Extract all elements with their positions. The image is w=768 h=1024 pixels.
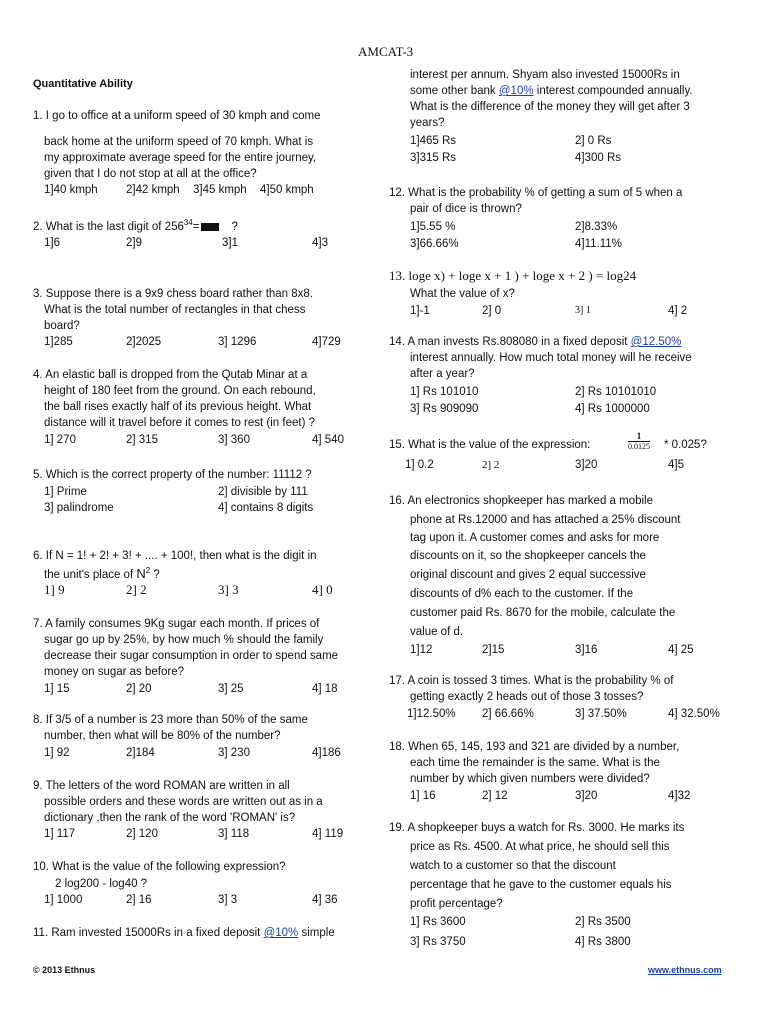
section-title: Quantitative Ability xyxy=(33,78,133,90)
question-text: distance will it travel before it comes to rest (in feet) ? xyxy=(44,417,315,429)
question-text: getting exactly 2 heads out of those 3 tosses? xyxy=(410,691,644,703)
question-text: the unit's place of $N^2$ ? xyxy=(44,566,160,581)
option-1[interactable]: 1] 1000 xyxy=(44,894,83,906)
question-text: price as Rs. 4500. At what price, he should sell this xyxy=(410,841,670,853)
question-text: customer paid Rs. 8670 for the mobile, calculate the xyxy=(410,607,676,619)
question-text: number, then what will be 80% of the number? xyxy=(44,730,281,742)
question-text: 11. Ram invested 15000Rs in a fixed deposit @10% simple xyxy=(33,927,335,939)
option-2[interactable]: 2] 0 xyxy=(482,305,502,317)
option-2[interactable]: 2] Rs 10101010 xyxy=(575,386,657,398)
option-4[interactable]: 4]32 xyxy=(668,790,691,802)
option-1[interactable]: 1] 270 xyxy=(44,434,76,446)
option-3[interactable]: 3]20 xyxy=(575,459,598,471)
option-1[interactable]: 1]-1 xyxy=(410,305,430,317)
question-text: 8. If 3/5 of a number is 23 more than 50% of the same xyxy=(33,714,308,726)
question-text: the ball rises exactly half of its previous height. What xyxy=(44,401,312,413)
question-text: number by which given numbers were divided? xyxy=(410,773,650,785)
option-2[interactable]: 2] Rs 3500 xyxy=(575,916,631,928)
option-2[interactable]: 2] 16 xyxy=(126,894,152,906)
question-text: * 0.025? xyxy=(664,439,707,451)
option-2[interactable]: 2]15 xyxy=(482,644,505,656)
question-text: profit percentage? xyxy=(410,898,503,910)
option-1[interactable]: 1]5.55 % xyxy=(410,221,456,233)
option-1[interactable]: 1] 9 xyxy=(44,582,65,597)
question-text: dictionary ,then the rank of the word 'ROMAN' is? xyxy=(44,812,296,824)
option-1[interactable]: 1] 0.2 xyxy=(405,459,434,471)
option-2[interactable]: 2]8.33% xyxy=(575,221,618,233)
option-4[interactable]: 4] 18 xyxy=(312,683,338,695)
option-1[interactable]: 1] 92 xyxy=(44,747,70,759)
question-text: 9. The letters of the word ROMAN are written in all xyxy=(33,780,290,792)
question-text: 17. A coin is tossed 3 times. What is the probability % of xyxy=(389,675,674,687)
question-text: 2. What is the last digit of $256^{34}=$ ? xyxy=(33,218,238,233)
option-3[interactable]: 3] palindrome xyxy=(44,502,114,514)
question-text: board? xyxy=(44,320,80,332)
option-2[interactable]: 2] 12 xyxy=(482,790,508,802)
option-3[interactable]: 3]315 Rs xyxy=(410,152,457,164)
option-3[interactable]: 3]1 xyxy=(222,237,238,249)
option-1[interactable]: 1]40 kmph xyxy=(44,184,98,196)
option-4[interactable]: 4] 36 xyxy=(312,894,338,906)
option-3[interactable]: 3] 25 xyxy=(218,683,244,695)
question-text: original discount and gives 2 equal successive xyxy=(410,569,646,581)
question-text: given that I do not stop at all at the office? xyxy=(44,168,257,180)
question-text: tag upon it. A customer comes and asks for more xyxy=(410,532,660,544)
footer-website-link[interactable]: www.ethnus.com xyxy=(648,965,722,975)
question-text: money on sugar as before? xyxy=(44,666,185,678)
question-text: possible orders and these words are written out as in a xyxy=(44,796,323,808)
question-text: some other bank @10% interest compounded annually. xyxy=(410,85,693,97)
option-4[interactable]: 4] Rs 3800 xyxy=(575,936,631,948)
option-3[interactable]: 3] 3 xyxy=(218,894,238,906)
question-text: after a year? xyxy=(410,368,475,380)
option-3[interactable]: 3] 1296 xyxy=(218,336,257,348)
option-4[interactable]: 4]300 Rs xyxy=(575,152,622,164)
question-text: 10. What is the value of the following expression? xyxy=(33,861,286,873)
option-3[interactable]: 3]16 xyxy=(575,644,598,656)
option-1[interactable]: 1] Prime xyxy=(44,486,87,498)
option-2[interactable]: 2] 2 xyxy=(482,459,500,471)
option-1[interactable]: 1] Rs 3600 xyxy=(410,916,466,928)
question-text: 14. A man invests Rs.808080 in a fixed deposit @12.50% xyxy=(389,336,682,348)
question-text: What is the total number of rectangles in that chess xyxy=(44,304,306,316)
question-text: my approximate average speed for the entire journey, xyxy=(44,152,317,164)
question-text: value of d. xyxy=(410,626,464,638)
option-4[interactable]: 4]729 xyxy=(312,336,341,348)
option-2[interactable]: 2] 120 xyxy=(126,828,158,840)
option-2[interactable]: 2]42 kmph xyxy=(126,184,180,196)
question-text: 3. Suppose there is a 9x9 chess board rather than 8x8. xyxy=(33,288,314,300)
option-3[interactable]: 3]66.66% xyxy=(410,238,459,250)
option-4[interactable]: 4]3 xyxy=(312,237,328,249)
option-3[interactable]: 3] 3 xyxy=(218,582,239,597)
question-text: height of 180 feet from the ground. On each rebound, xyxy=(44,385,316,397)
question-text: 2 log200 - log40 ? xyxy=(55,878,148,890)
option-4[interactable]: 4] 25 xyxy=(668,644,694,656)
question-text: 18. When 65, 145, 193 and 321 are divided by a number, xyxy=(389,741,680,753)
option-4[interactable]: 4]50 kmph xyxy=(260,184,314,196)
option-4[interactable]: 4] Rs 1000000 xyxy=(575,403,650,415)
option-2[interactable]: 2] divisible by 111 xyxy=(218,486,308,498)
question-text: 6. If N = 1! + 2! + 3! + .... + 100!, then what is the digit in xyxy=(33,550,317,562)
option-1[interactable]: 1]12 xyxy=(410,644,433,656)
question-text: 16. An electronics shopkeeper has marked a mobile xyxy=(389,495,654,507)
question-text: 4. An elastic ball is dropped from the Qutab Minar at a xyxy=(33,369,308,381)
option-4[interactable]: 4] 540 xyxy=(312,434,344,446)
option-4[interactable]: 4] contains 8 digits xyxy=(218,502,314,514)
option-2[interactable]: 2] 20 xyxy=(126,683,152,695)
question-text: decrease their sugar consumption in order to spend same xyxy=(44,650,339,662)
option-3[interactable]: 3] 118 xyxy=(218,828,250,840)
question-text: interest per annum. Shyam also invested 15000Rs in xyxy=(410,69,680,81)
question-text: percentage that he gave to the customer equals his xyxy=(410,879,672,891)
option-2[interactable]: 2]184 xyxy=(126,747,155,759)
option-1[interactable]: 1]465 Rs xyxy=(410,135,457,147)
option-2[interactable]: 2] 66.66% xyxy=(482,708,534,720)
option-3[interactable]: 3] 1 xyxy=(575,305,591,316)
footer-copyright: © 2013 Ethnus xyxy=(33,965,96,975)
question-text: 15. What is the value of the expression: xyxy=(389,439,591,451)
option-1[interactable]: 1]6 xyxy=(44,237,60,249)
question-text: 1. I go to office at a uniform speed of 30 kmph and come xyxy=(33,110,321,122)
option-4[interactable]: 4] 119 xyxy=(312,828,344,840)
option-3[interactable]: 3] Rs 3750 xyxy=(410,936,466,948)
question-text: watch to a customer so that the discount xyxy=(410,860,616,872)
link-10-percent[interactable]: @10% xyxy=(498,85,534,97)
option-2[interactable]: 2] 2 xyxy=(126,582,147,597)
option-1[interactable]: 1] 15 xyxy=(44,683,70,695)
option-4[interactable]: 4]186 xyxy=(312,747,341,759)
question-text: What the value of x? xyxy=(410,288,515,300)
question-text: 7. A family consumes 9Kg sugar each month. If prices of xyxy=(33,618,320,630)
option-1[interactable]: 1] Rs 101010 xyxy=(410,386,479,398)
option-3[interactable]: 3] Rs 909090 xyxy=(410,403,479,415)
option-1[interactable]: 1] 16 xyxy=(410,790,436,802)
option-3[interactable]: 3] 37.50% xyxy=(575,708,627,720)
option-2[interactable]: 2] 315 xyxy=(126,434,158,446)
question-text: discounts of d% each to the customer. If the xyxy=(410,588,634,600)
page-header-title: AMCAT-3 xyxy=(358,44,414,59)
question-text: What is the difference of the money they will get after 3 xyxy=(410,101,690,113)
link-12-50-percent[interactable]: @12.50% xyxy=(630,336,682,348)
question-equation: 13. loge x) + loge x + 1 ) + loge x + 2 ) = log24 xyxy=(389,268,637,283)
question-text: pair of dice is thrown? xyxy=(410,203,522,215)
redacted-block xyxy=(201,223,219,231)
option-3[interactable]: 3] 360 xyxy=(218,434,250,446)
option-1[interactable]: 1]12.50% xyxy=(407,708,456,720)
option-3[interactable]: 3]20 xyxy=(575,790,598,802)
question-text: back home at the uniform speed of 70 kmph. What is xyxy=(44,136,314,148)
option-4[interactable]: 4] 32.50% xyxy=(668,708,720,720)
option-4[interactable]: 4]11.11% xyxy=(575,238,622,250)
question-text: discounts on it, so the shopkeeper cancels the xyxy=(410,550,646,562)
option-3[interactable]: 3]45 kmph xyxy=(193,184,247,196)
option-1[interactable]: 1] 117 xyxy=(44,828,76,840)
question-text: years? xyxy=(410,117,445,129)
question-text: sugar go up by 25%, by how much % should the family xyxy=(44,634,324,646)
option-2[interactable]: 2] 0 Rs xyxy=(575,135,612,147)
option-1[interactable]: 1]285 xyxy=(44,336,73,348)
option-3[interactable]: 3] 230 xyxy=(218,747,250,759)
question-text: 12. What is the probability % of getting a sum of 5 when a xyxy=(389,187,683,199)
link-10-percent[interactable]: @10% xyxy=(263,927,299,939)
option-4[interactable]: 4] 2 xyxy=(668,305,688,317)
option-2[interactable]: 2]2025 xyxy=(126,336,162,348)
question-text: each time the remainder is the same. What is the xyxy=(410,757,660,769)
option-4[interactable]: 4]5 xyxy=(668,459,684,471)
question-text: interest annually. How much total money will he receive xyxy=(410,352,692,364)
option-2[interactable]: 2]9 xyxy=(126,237,142,249)
fraction: 1 0.0125 xyxy=(628,431,650,451)
question-text: 5. Which is the correct property of the number: 11112 ? xyxy=(33,469,312,481)
question-text: phone at Rs.12000 and has attached a 25% discount xyxy=(410,514,681,526)
option-4[interactable]: 4] 0 xyxy=(312,582,333,597)
question-text: 19. A shopkeeper buys a watch for Rs. 3000. He marks its xyxy=(389,822,685,834)
